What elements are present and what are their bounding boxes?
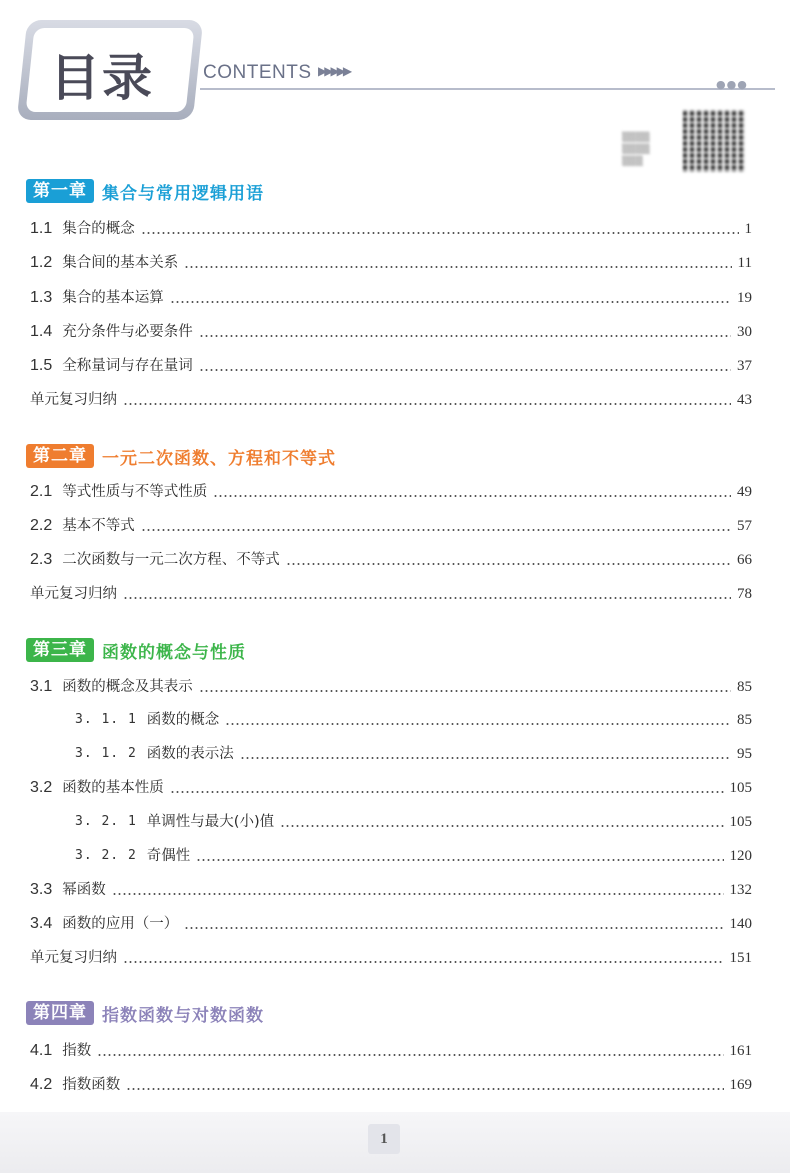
- toc-entry[interactable]: [30, 515, 752, 537]
- dot-leader: [286, 563, 731, 565]
- section-title: 函数的概念及其表示: [62, 679, 193, 695]
- page-title: 目录: [50, 49, 154, 107]
- dot-leader: [199, 369, 731, 371]
- section-number: 3. 1. 1: [75, 712, 137, 727]
- page-ref: 49: [737, 484, 752, 500]
- dot-leader: [225, 723, 731, 725]
- page-ref: 57: [737, 518, 752, 534]
- section-number: 4.1: [30, 1042, 53, 1059]
- page-ref: 19: [737, 290, 752, 306]
- section-title: 单元复习归纳: [30, 392, 117, 408]
- section-title: 指数函数: [62, 1077, 121, 1093]
- section-number: 4.2: [30, 1076, 53, 1093]
- section-title: 集合的基本运算: [62, 290, 164, 306]
- section-title: 单元复习归纳: [30, 950, 117, 966]
- header-divider: [200, 88, 775, 90]
- toc-entry[interactable]: [30, 549, 752, 571]
- toc-subentry[interactable]: [75, 845, 752, 867]
- dot-leader: [170, 791, 724, 793]
- section-number: 1.5: [30, 357, 53, 374]
- page-ref: 66: [737, 552, 752, 568]
- dot-leader: [280, 825, 723, 827]
- page-ref: 85: [737, 712, 752, 728]
- dots-icon: ●●●: [716, 78, 748, 91]
- section-number: 2.1: [30, 483, 53, 500]
- section-title: 幂函数: [62, 882, 106, 898]
- chapter-heading[interactable]: [26, 178, 264, 204]
- contents-label: CONTENTS: [203, 62, 312, 83]
- toc-entry[interactable]: [30, 1040, 752, 1062]
- dot-leader: [126, 1088, 723, 1090]
- section-number: 1.1: [30, 220, 53, 237]
- page-ref: 120: [729, 848, 752, 864]
- dot-leader: [123, 961, 724, 963]
- section-title: 集合的概念: [62, 221, 135, 237]
- chapter-badge: 第一章: [26, 179, 94, 203]
- dot-leader: [123, 403, 731, 405]
- page-ref: 132: [729, 882, 752, 898]
- section-number: 1.4: [30, 323, 53, 340]
- dot-leader: [123, 597, 731, 599]
- toc-entry[interactable]: [30, 252, 752, 274]
- toc-subentry[interactable]: [75, 709, 752, 731]
- section-title: 单元复习归纳: [30, 586, 117, 602]
- section-title: 奇偶性: [146, 848, 191, 864]
- chapter-badge: 第二章: [26, 444, 94, 468]
- page-ref: 105: [729, 814, 752, 830]
- toc-entry[interactable]: [30, 913, 752, 935]
- dot-leader: [184, 927, 723, 929]
- page-ref: 43: [737, 392, 752, 408]
- section-number: 3. 2. 1: [75, 814, 137, 829]
- chapter-badge: 第四章: [26, 1001, 94, 1025]
- section-title: 全称量词与存在量词: [62, 358, 193, 374]
- section-number: 1.2: [30, 254, 53, 271]
- dot-leader: [196, 859, 723, 861]
- page-ref: 37: [737, 358, 752, 374]
- section-title: 基本不等式: [62, 518, 135, 534]
- qr-caption-blurred: ▒▒▒▒ ▒▒▒▒ ▒▒▒: [622, 133, 650, 167]
- section-title: 函数的表示法: [146, 746, 234, 762]
- toc-entry[interactable]: [30, 947, 752, 969]
- section-number: 3.1: [30, 678, 53, 695]
- section-number: 3.3: [30, 881, 53, 898]
- page-ref: 105: [729, 780, 752, 796]
- section-number: 3. 2. 2: [75, 848, 137, 863]
- page-ref: 78: [737, 586, 752, 602]
- page-ref: 30: [737, 324, 752, 340]
- dot-leader: [240, 757, 731, 759]
- dot-leader: [184, 266, 731, 268]
- section-number: 2.3: [30, 551, 53, 568]
- section-title: 函数的应用（一）: [62, 916, 179, 932]
- qr-code-icon[interactable]: [683, 110, 745, 172]
- toc-entry[interactable]: [30, 389, 752, 411]
- toc-entry[interactable]: [30, 355, 752, 377]
- section-title: 函数的概念: [146, 712, 220, 728]
- toc-entry[interactable]: [30, 1074, 752, 1096]
- section-title: 集合间的基本关系: [62, 255, 179, 271]
- toc-entry[interactable]: [30, 481, 752, 503]
- toc-entry[interactable]: [30, 676, 752, 698]
- dot-leader: [97, 1054, 723, 1056]
- section-title: 单调性与最大(小)值: [146, 814, 275, 830]
- section-number: 3. 1. 2: [75, 746, 137, 761]
- section-title: 充分条件与必要条件: [62, 324, 193, 340]
- toc-entry[interactable]: [30, 777, 752, 799]
- section-title: 函数的基本性质: [62, 780, 164, 796]
- section-title: 等式性质与不等式性质: [62, 484, 208, 500]
- toc-entry[interactable]: [30, 218, 752, 240]
- section-title: 二次函数与一元二次方程、不等式: [62, 552, 280, 568]
- toc-subentry[interactable]: [75, 743, 752, 765]
- page-ref: 169: [729, 1077, 752, 1093]
- chapter-title: 指数函数与对数函数: [102, 1005, 264, 1026]
- chapter-heading[interactable]: [26, 637, 246, 663]
- dot-leader: [199, 335, 731, 337]
- page-ref: 140: [729, 916, 752, 932]
- chapter-title: 一元二次函数、方程和不等式: [102, 448, 336, 469]
- page-ref: 85: [737, 679, 752, 695]
- page-number: 1: [368, 1124, 400, 1154]
- dot-leader: [112, 893, 724, 895]
- page-ref: 151: [729, 950, 752, 966]
- section-number: 1.3: [30, 289, 53, 306]
- section-number: 2.2: [30, 517, 53, 534]
- arrows-icon: ▶▶▶▶▶: [318, 64, 350, 78]
- dot-leader: [141, 232, 739, 234]
- toc-subentry[interactable]: [75, 811, 752, 833]
- section-title: 指数: [62, 1043, 92, 1059]
- page-ref: 161: [729, 1043, 752, 1059]
- page-ref: 11: [737, 255, 752, 271]
- page-header: [0, 0, 790, 180]
- dot-leader: [199, 690, 731, 692]
- dot-leader: [141, 529, 731, 531]
- section-number: 3.4: [30, 915, 53, 932]
- toc-entry[interactable]: [30, 287, 752, 309]
- dot-leader: [213, 495, 731, 497]
- dot-leader: [170, 301, 731, 303]
- page-ref: 95: [737, 746, 752, 762]
- toc-entry[interactable]: [30, 583, 752, 605]
- chapter-badge: 第三章: [26, 638, 94, 662]
- section-number: 3.2: [30, 779, 53, 796]
- chapter-heading[interactable]: [26, 1000, 264, 1026]
- chapter-title: 集合与常用逻辑用语: [102, 183, 264, 204]
- toc-entry[interactable]: [30, 879, 752, 901]
- toc-entry[interactable]: [30, 321, 752, 343]
- chapter-heading[interactable]: [26, 443, 336, 469]
- page-ref: 1: [744, 221, 752, 237]
- chapter-title: 函数的概念与性质: [102, 642, 246, 663]
